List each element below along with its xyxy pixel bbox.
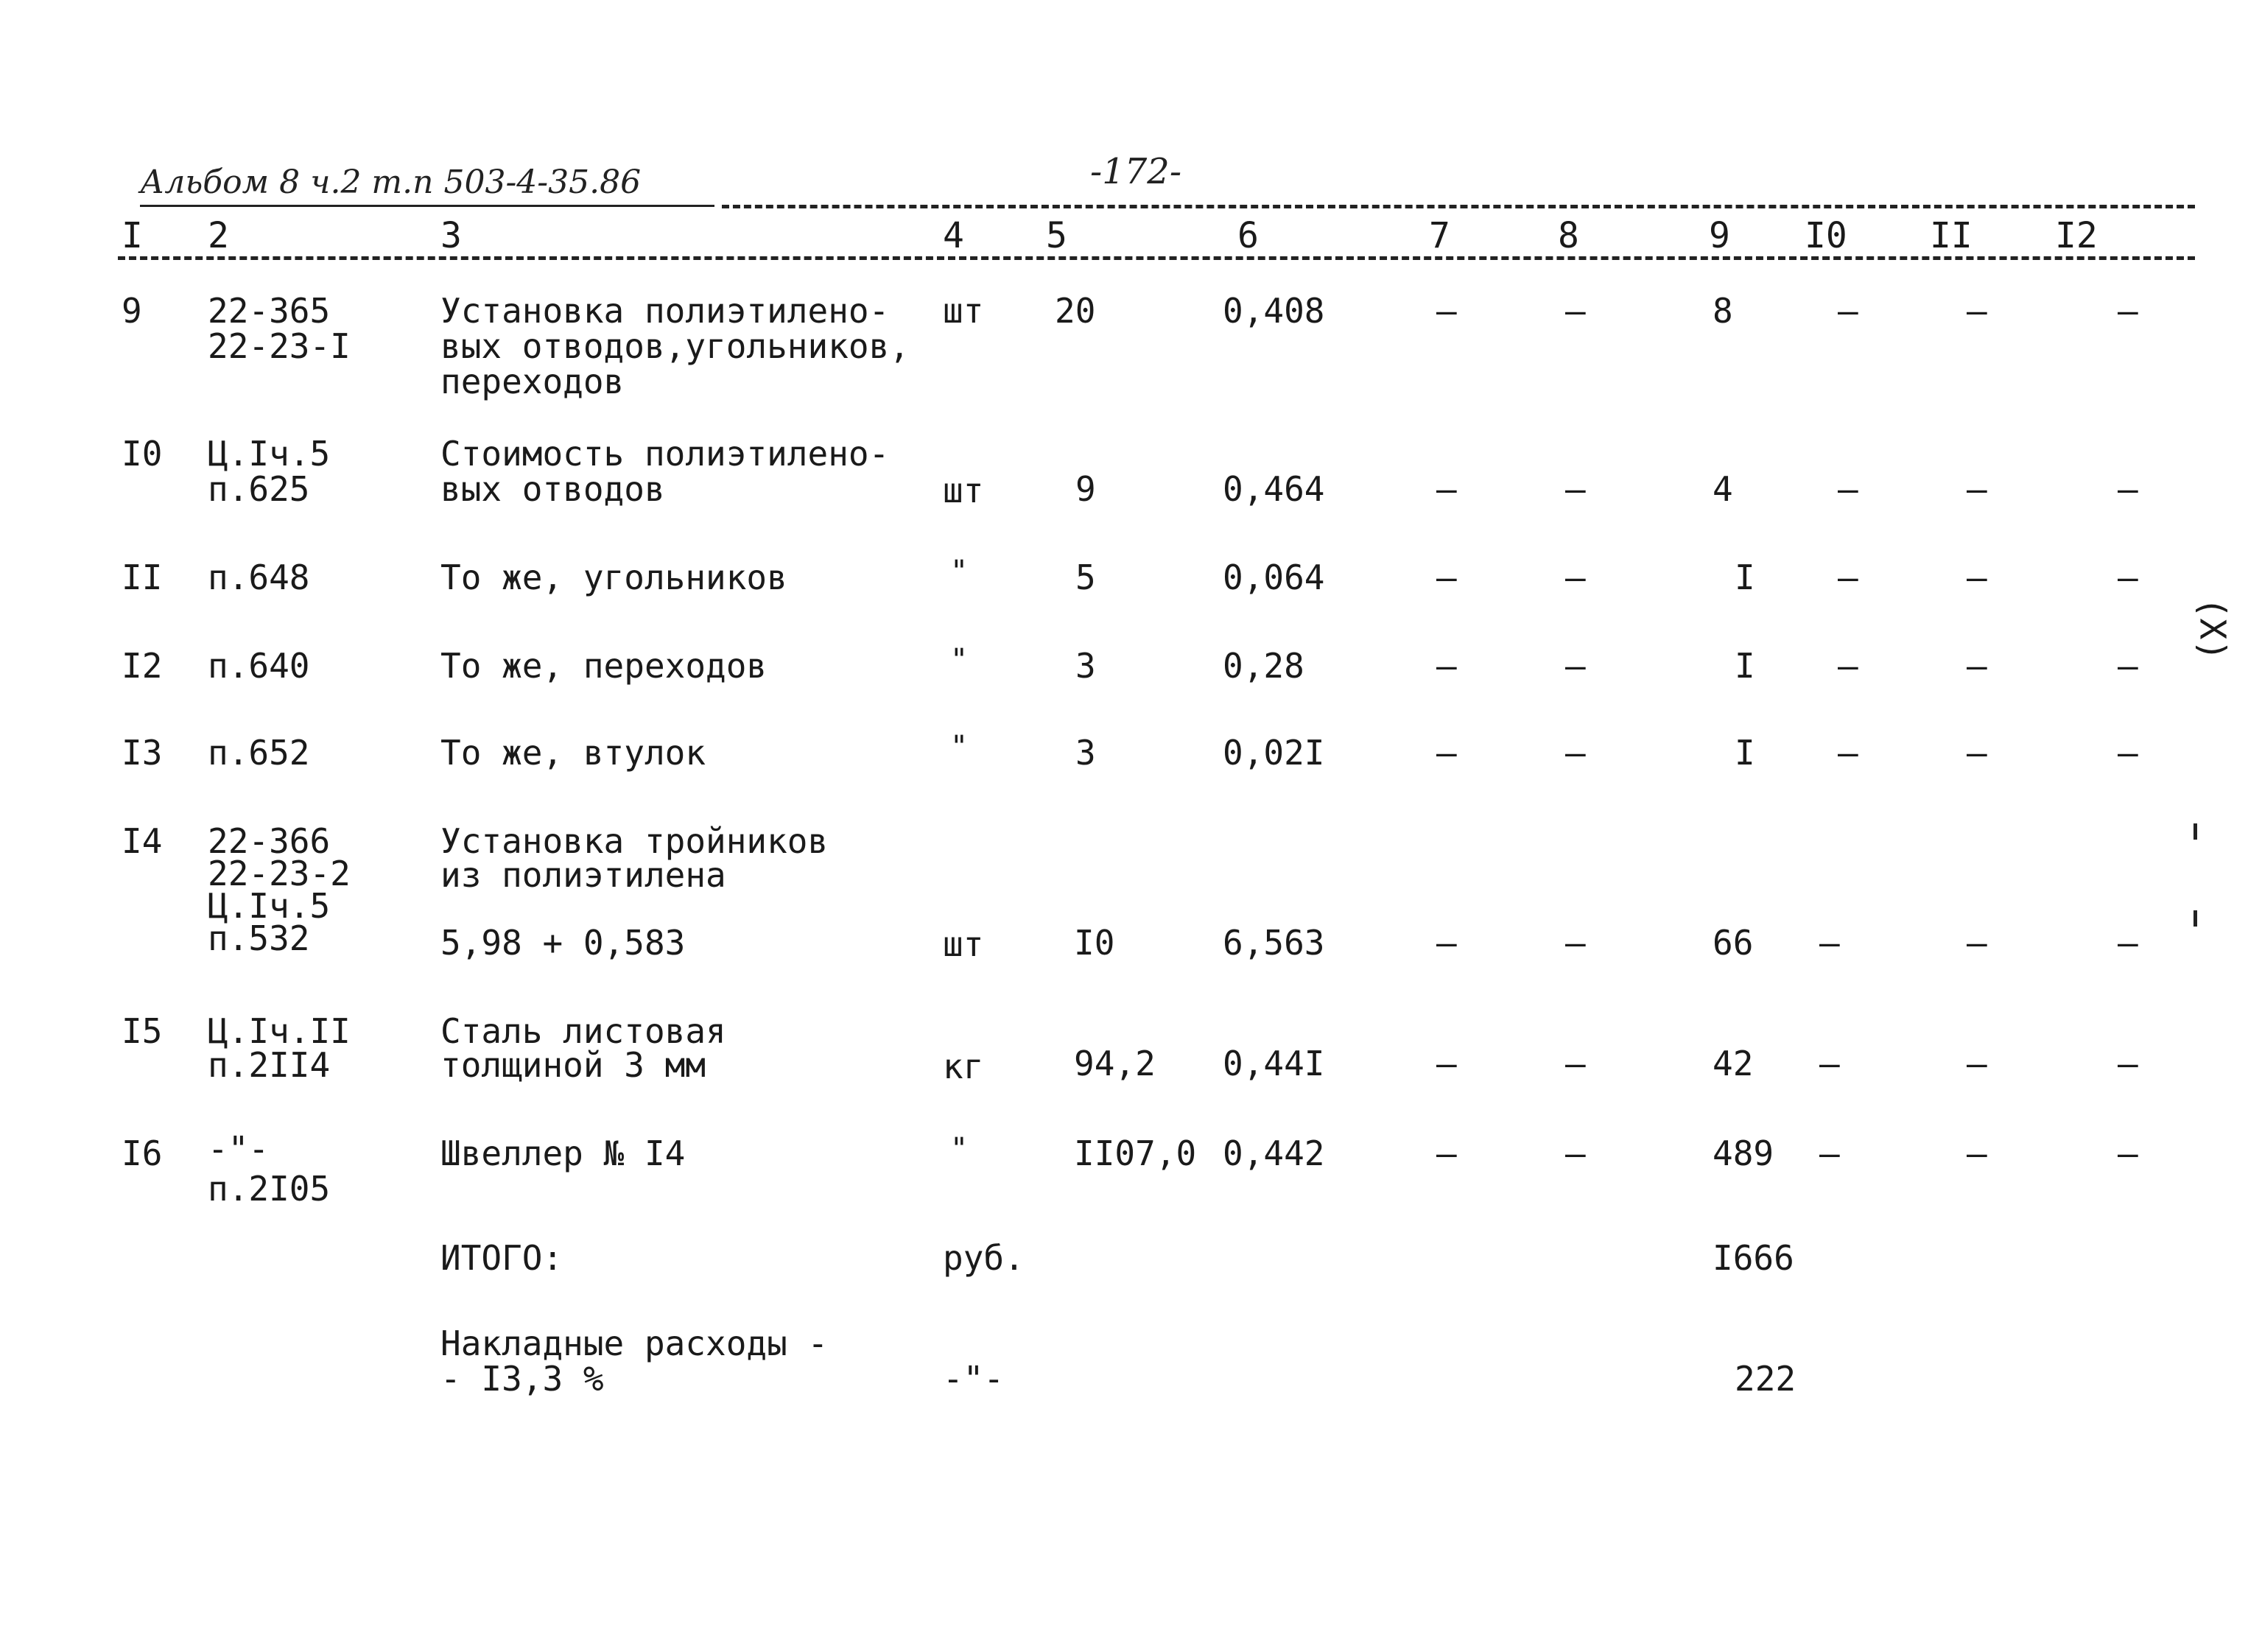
unit: шт [943, 291, 984, 331]
description: переходов [440, 362, 625, 401]
col10-value: – [1838, 646, 1858, 686]
col11-value: – [1967, 733, 1987, 773]
description: Установка полиэтилено- [440, 291, 890, 331]
col10-value: – [1819, 1133, 1840, 1173]
unit: " [950, 730, 969, 764]
unit-price: 0,442 [1223, 1133, 1325, 1173]
itogo-unit: руб. [943, 1238, 1025, 1278]
unit: " [950, 643, 969, 677]
col12-value: – [2118, 558, 2138, 597]
norm-code: 22-365 [208, 291, 331, 331]
col7-value: – [1436, 1044, 1457, 1083]
col12-value: – [2118, 923, 2138, 963]
header-underline [140, 205, 714, 207]
total-value: 489 [1713, 1133, 1774, 1173]
row-number: I5 [122, 1011, 163, 1051]
col12-value: – [2118, 469, 2138, 509]
norm-code: 22-23-2 [208, 854, 351, 893]
total-value: 8 [1713, 291, 1733, 331]
margin-mark: (X) [2191, 597, 2233, 661]
itogo-label: ИТОГО: [440, 1238, 563, 1278]
col7-value: – [1436, 1133, 1457, 1173]
description: Стоимость полиэтилено- [440, 434, 890, 474]
norm-code: Ц.Iч.II [208, 1011, 351, 1051]
col8-value: – [1565, 291, 1586, 331]
album-reference: Альбом 8 ч.2 т.п 503-4-35.86 [140, 164, 642, 201]
description: Сталь листовая [440, 1011, 726, 1051]
total-value: 42 [1713, 1044, 1754, 1083]
description: вых отводов [440, 469, 665, 509]
col7-value: – [1436, 558, 1457, 597]
total-value: 66 [1713, 923, 1754, 963]
col8-value: – [1565, 646, 1586, 686]
col-header-1: I [122, 215, 143, 256]
col-header-7: 7 [1429, 215, 1450, 256]
col7-value: – [1436, 733, 1457, 773]
col-header-6: 6 [1237, 215, 1259, 256]
col10-value: – [1819, 923, 1840, 963]
col11-value: – [1967, 1044, 1987, 1083]
norm-code: -"- [208, 1129, 270, 1169]
row-number: I0 [122, 434, 163, 474]
col11-value: – [1967, 558, 1987, 597]
unit-price: 0,02I [1223, 733, 1325, 773]
col-header-11: II [1930, 215, 1973, 256]
row-number: I3 [122, 733, 163, 773]
col10-value: – [1838, 733, 1858, 773]
total-value: 4 [1713, 469, 1733, 509]
description: То же, переходов [440, 646, 768, 686]
norm-code: Ц.Iч.5 [208, 886, 331, 926]
norm-code: 22-23-I [208, 326, 351, 366]
col-header-10: I0 [1805, 215, 1847, 256]
row-number: I6 [122, 1133, 163, 1173]
quantity: 3 [1075, 646, 1096, 686]
col12-value: – [2118, 291, 2138, 331]
col11-value: – [1967, 646, 1987, 686]
unit: кг [943, 1047, 984, 1086]
col8-value: – [1565, 558, 1586, 597]
unit: шт [943, 924, 984, 964]
col-header-4: 4 [943, 215, 964, 256]
unit-price: 0,28 [1223, 646, 1304, 686]
col-header-5: 5 [1046, 215, 1067, 256]
description: Установка тройников [440, 821, 829, 861]
overhead-unit: -"- [943, 1359, 1005, 1399]
description: толщиной 3 мм [440, 1045, 706, 1085]
quantity: 5 [1075, 558, 1096, 597]
norm-code: Ц.Iч.5 [208, 434, 331, 474]
overhead-label: - I3,3 % [440, 1359, 604, 1399]
unit: " [950, 555, 969, 588]
unit-price: 0,44I [1223, 1044, 1325, 1083]
unit-price: 6,563 [1223, 923, 1325, 963]
col-header-8: 8 [1558, 215, 1579, 256]
col8-value: – [1565, 1133, 1586, 1173]
quantity: 3 [1075, 733, 1096, 773]
row-number: I4 [122, 821, 163, 861]
col12-value: – [2118, 646, 2138, 686]
margin-tick [2193, 910, 2197, 927]
col-header-3: 3 [440, 215, 462, 256]
col12-value: – [2118, 1133, 2138, 1173]
norm-code: 22-366 [208, 821, 331, 861]
description: То же, угольников [440, 558, 787, 597]
total-value: I [1735, 646, 1755, 686]
col7-value: – [1436, 923, 1457, 963]
margin-tick [2193, 823, 2197, 840]
description: вых отводов,угольников, [440, 326, 910, 366]
description: 5,98 + 0,583 [440, 923, 686, 963]
norm-code: п.652 [208, 733, 310, 773]
col10-value: – [1838, 469, 1858, 509]
col8-value: – [1565, 923, 1586, 963]
col12-value: – [2118, 733, 2138, 773]
description: То же, втулок [440, 733, 706, 773]
col10-value: – [1838, 558, 1858, 597]
unit: " [950, 1132, 969, 1166]
description: из полиэтилена [440, 855, 726, 895]
norm-code: п.532 [208, 918, 310, 958]
total-value: I [1735, 558, 1755, 597]
col7-value: – [1436, 469, 1457, 509]
norm-code: п.640 [208, 646, 310, 686]
norm-code: п.2II4 [208, 1045, 331, 1085]
col11-value: – [1967, 291, 1987, 331]
col-header-2: 2 [208, 215, 229, 256]
col11-value: – [1967, 923, 1987, 963]
unit-price: 0,408 [1223, 291, 1325, 331]
overhead-label: Накладные расходы - [440, 1324, 829, 1363]
total-value: I [1735, 733, 1755, 773]
itogo-value: I666 [1713, 1238, 1794, 1278]
col8-value: – [1565, 469, 1586, 509]
unit-price: 0,464 [1223, 469, 1325, 509]
description: Швеллер № I4 [440, 1133, 686, 1173]
unit-price: 0,064 [1223, 558, 1325, 597]
norm-code: п.2I05 [208, 1169, 331, 1209]
col12-value: – [2118, 1044, 2138, 1083]
col11-value: – [1967, 469, 1987, 509]
row-number: 9 [122, 291, 142, 331]
col7-value: – [1436, 646, 1457, 686]
quantity: II07,0 [1074, 1133, 1197, 1173]
header-rule-bottom [118, 256, 2195, 260]
page-number: -172- [1090, 151, 1182, 192]
row-number: II [122, 558, 163, 597]
quantity: 20 [1055, 291, 1096, 331]
col7-value: – [1436, 291, 1457, 331]
col10-value: – [1819, 1044, 1840, 1083]
col8-value: – [1565, 1044, 1586, 1083]
quantity: 9 [1075, 469, 1096, 509]
col-header-12: I2 [2055, 215, 2098, 256]
col8-value: – [1565, 733, 1586, 773]
quantity: 94,2 [1074, 1044, 1156, 1083]
header-rule-top [722, 205, 2195, 208]
col11-value: – [1967, 1133, 1987, 1173]
col-header-9: 9 [1709, 215, 1730, 256]
overhead-value: 222 [1735, 1359, 1796, 1399]
quantity: I0 [1074, 923, 1115, 963]
row-number: I2 [122, 646, 163, 686]
norm-code: п.625 [208, 469, 310, 509]
unit: шт [943, 471, 984, 510]
norm-code: п.648 [208, 558, 310, 597]
col10-value: – [1838, 291, 1858, 331]
